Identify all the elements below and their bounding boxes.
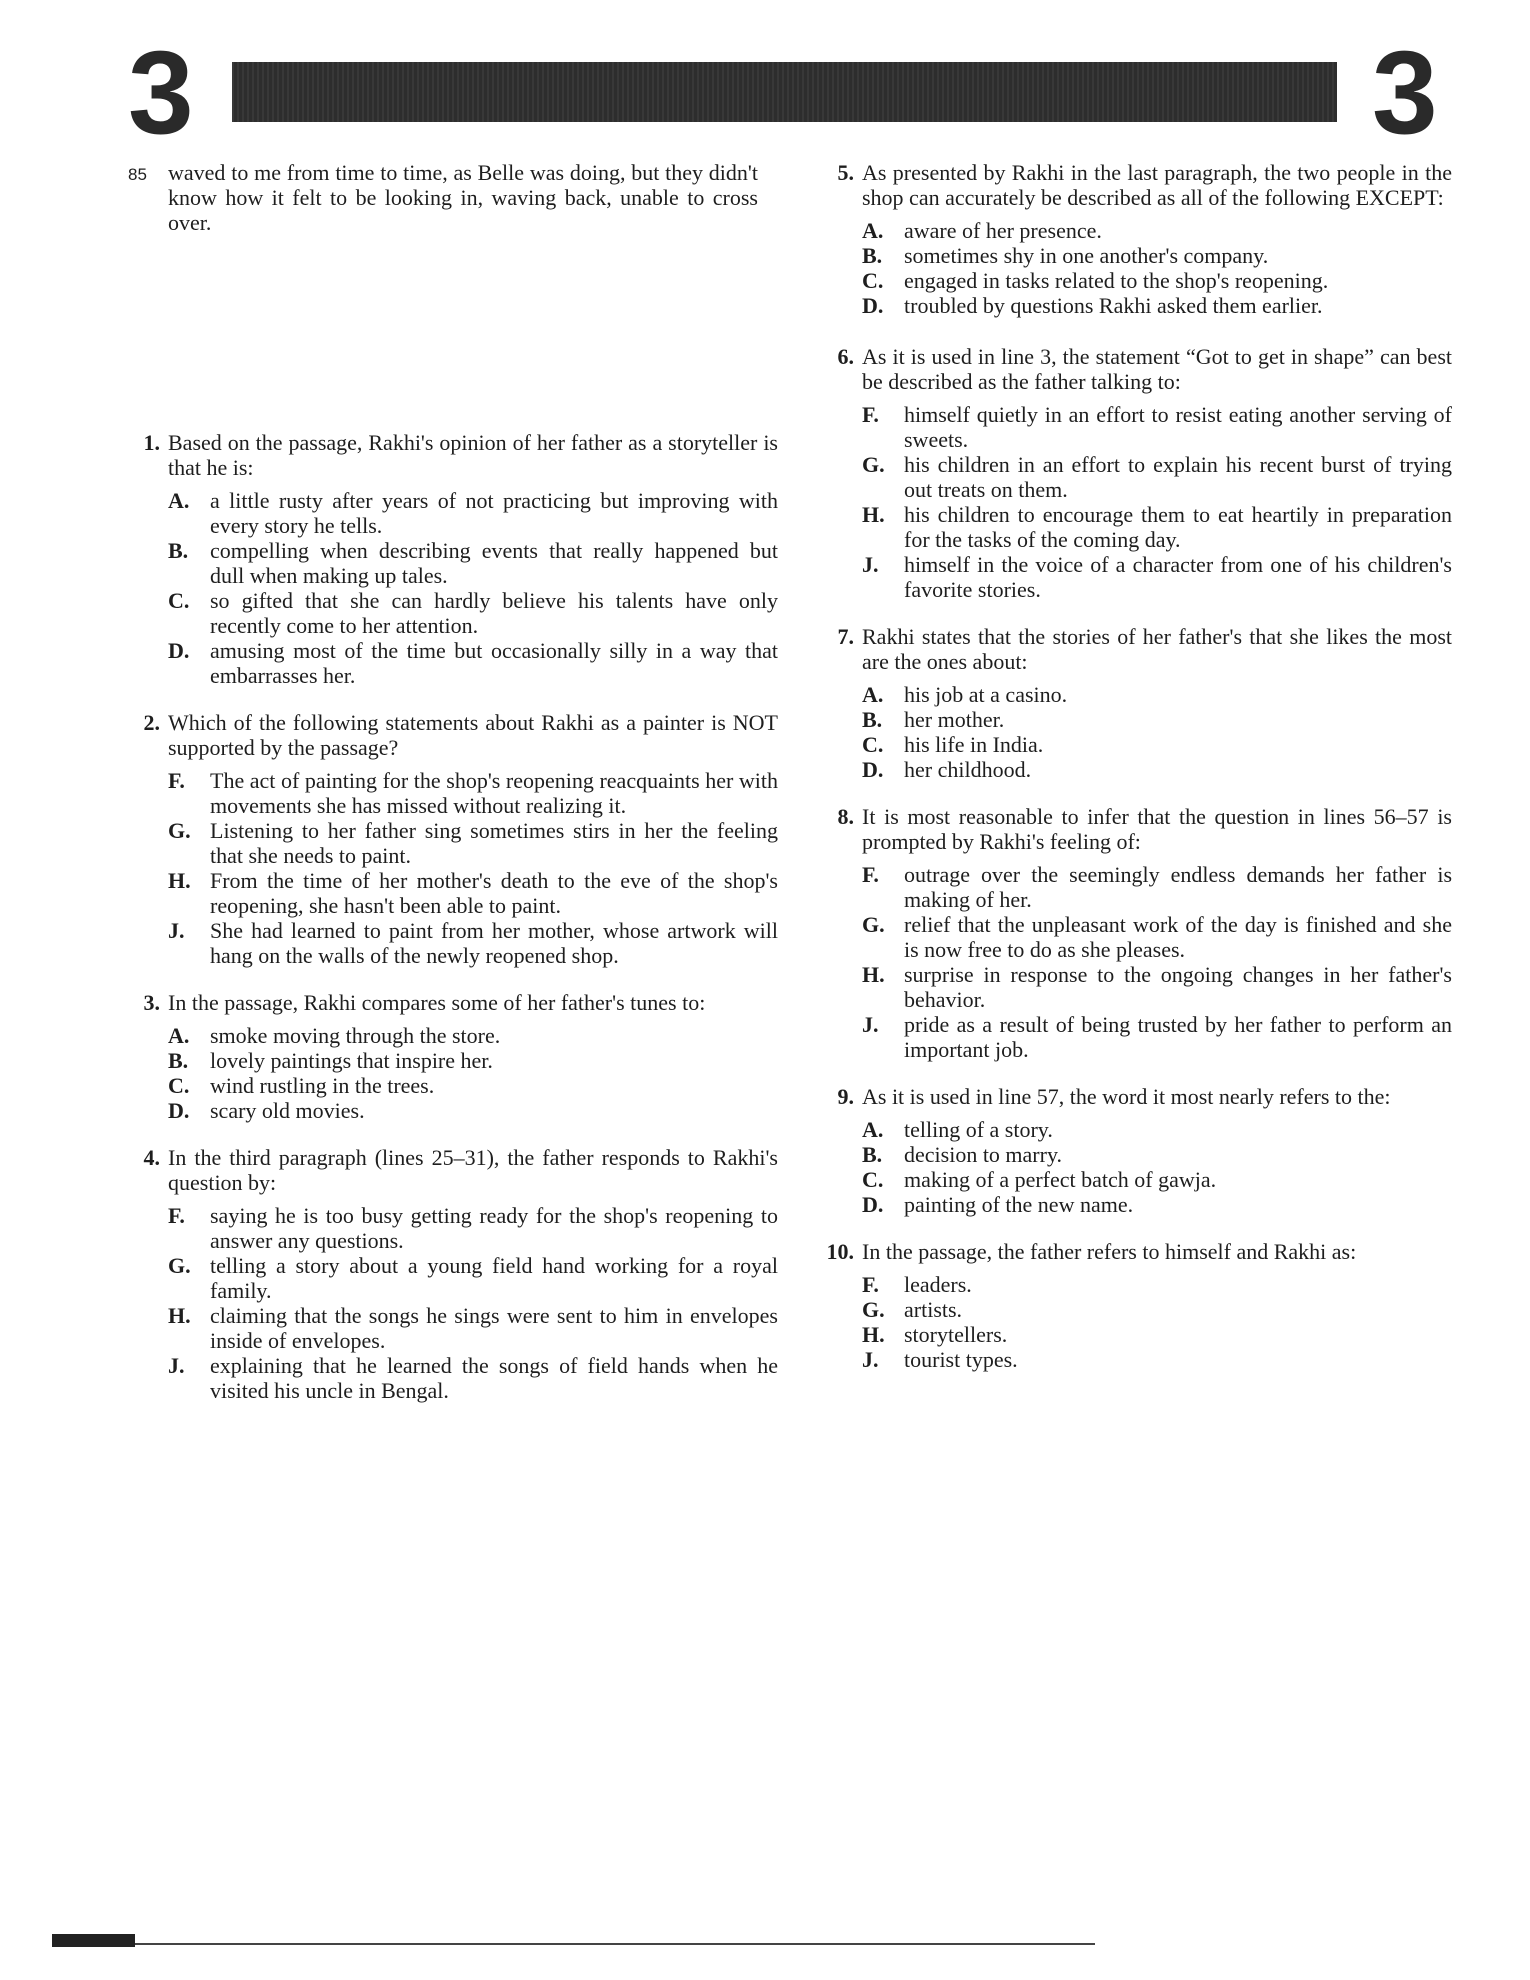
question-item bbox=[822, 624, 1452, 782]
option-text: From the time of her mother's death to the eve of the shop's reopening, she hasn't been able to paint. bbox=[210, 868, 778, 918]
answer-option bbox=[862, 757, 1452, 782]
answer-option bbox=[168, 1073, 778, 1098]
option-text: She had learned to paint from her mother, whose artwork will hang on the walls of the newly reopened shop. bbox=[210, 918, 778, 968]
question-text: Which of the following statements about Rakhi as a painter is NOT supported by the passage? bbox=[168, 710, 778, 760]
question-text: In the passage, the father refers to himself and Rakhi as: bbox=[862, 1239, 1357, 1264]
question-item bbox=[128, 430, 778, 688]
left-column bbox=[128, 160, 778, 1403]
option-letter: H. bbox=[168, 868, 191, 893]
option-text: The act of painting for the shop's reopening reacquaints her with movements she has missed without realizing it. bbox=[210, 768, 778, 818]
answer-options bbox=[128, 1023, 778, 1123]
answer-option bbox=[862, 218, 1452, 243]
option-letter: F. bbox=[168, 1203, 185, 1228]
option-text: himself in the voice of a character from one of his children's favorite stories. bbox=[904, 552, 1452, 602]
option-text: troubled by questions Rakhi asked them earlier. bbox=[904, 293, 1323, 318]
question-text: As presented by Rakhi in the last paragraph, the two people in the shop can accurately be described as all of the following EXCEPT: bbox=[862, 160, 1452, 210]
section-number-right: 3 bbox=[1372, 27, 1438, 159]
option-text: painting of the new name. bbox=[904, 1192, 1134, 1217]
option-text: his life in India. bbox=[904, 732, 1044, 757]
answer-option bbox=[168, 1203, 778, 1253]
answer-option bbox=[862, 293, 1452, 318]
option-text: amusing most of the time but occasionally silly in a way that embarrasses her. bbox=[210, 638, 778, 688]
option-letter: D. bbox=[862, 1192, 884, 1217]
option-letter: F. bbox=[862, 402, 879, 427]
question-item bbox=[822, 344, 1452, 602]
answer-option bbox=[862, 707, 1452, 732]
option-text: her childhood. bbox=[904, 757, 1032, 782]
option-text: telling of a story. bbox=[904, 1117, 1053, 1142]
answer-option bbox=[862, 268, 1452, 293]
question-number: 9. bbox=[837, 1084, 854, 1109]
option-letter: F. bbox=[862, 862, 879, 887]
answer-option bbox=[862, 862, 1452, 912]
option-text: making of a perfect batch of gawja. bbox=[904, 1167, 1217, 1192]
option-letter: F. bbox=[862, 1272, 879, 1297]
option-letter: G. bbox=[862, 452, 885, 477]
option-letter: D. bbox=[168, 638, 190, 663]
question-text: Based on the passage, Rakhi's opinion of her father as a storyteller is that he is: bbox=[168, 430, 778, 480]
right-column bbox=[822, 160, 1452, 1372]
answer-option bbox=[168, 868, 778, 918]
option-letter: J. bbox=[168, 1353, 185, 1378]
question-text: In the third paragraph (lines 25–31), the father responds to Rakhi's question by: bbox=[168, 1145, 778, 1195]
answer-options bbox=[128, 768, 778, 968]
option-letter: H. bbox=[862, 1322, 885, 1347]
option-text: relief that the unpleasant work of the day is finished and she is now free to do as she pleases. bbox=[904, 912, 1452, 962]
question-text: It is most reasonable to infer that the question in lines 56–57 is prompted by Rakhi's feeling of: bbox=[862, 804, 1452, 854]
option-letter: H. bbox=[862, 962, 885, 987]
answer-option bbox=[168, 1303, 778, 1353]
option-letter: H. bbox=[168, 1303, 191, 1328]
answer-option bbox=[168, 538, 778, 588]
option-text: surprise in response to the ongoing changes in her father's behavior. bbox=[904, 962, 1452, 1012]
option-text: decision to marry. bbox=[904, 1142, 1063, 1167]
answer-options bbox=[822, 862, 1452, 1062]
question-text: As it is used in line 57, the word it most nearly refers to the: bbox=[862, 1084, 1391, 1109]
option-text: pride as a result of being trusted by her father to perform an important job. bbox=[904, 1012, 1452, 1062]
question-item bbox=[822, 1239, 1452, 1372]
option-letter: B. bbox=[168, 538, 189, 563]
option-text: lovely paintings that inspire her. bbox=[210, 1048, 493, 1073]
option-letter: F. bbox=[168, 768, 185, 793]
question-stem bbox=[822, 804, 1452, 854]
option-text: claiming that the songs he sings were sent to him in envelopes inside of envelopes. bbox=[210, 1303, 778, 1353]
answer-options bbox=[822, 1117, 1452, 1217]
question-stem bbox=[822, 344, 1452, 394]
option-text: aware of her presence. bbox=[904, 218, 1102, 243]
answer-option bbox=[862, 1272, 1452, 1297]
answer-option bbox=[862, 1322, 1452, 1347]
footer-bar bbox=[52, 1934, 135, 1947]
option-text: artists. bbox=[904, 1297, 963, 1322]
answer-option bbox=[168, 638, 778, 688]
option-letter: A. bbox=[862, 1117, 884, 1142]
question-number: 7. bbox=[837, 624, 854, 649]
question-stem bbox=[822, 1084, 1452, 1109]
option-text: scary old movies. bbox=[210, 1098, 365, 1123]
question-stem bbox=[822, 160, 1452, 210]
question-text: As it is used in line 3, the statement “Got to get in shape” can best be described as the father talking to: bbox=[862, 344, 1452, 394]
question-number: 5. bbox=[837, 160, 854, 185]
answer-option bbox=[168, 918, 778, 968]
question-number: 4. bbox=[143, 1145, 160, 1170]
option-text: leaders. bbox=[904, 1272, 972, 1297]
option-text: storytellers. bbox=[904, 1322, 1008, 1347]
option-letter: J. bbox=[862, 1347, 879, 1372]
option-letter: B. bbox=[862, 243, 883, 268]
answer-options bbox=[822, 1272, 1452, 1372]
option-letter: J. bbox=[168, 918, 185, 943]
answer-option bbox=[862, 1347, 1452, 1372]
answer-option bbox=[862, 502, 1452, 552]
answer-options bbox=[822, 682, 1452, 782]
answer-option bbox=[862, 1192, 1452, 1217]
option-letter: G. bbox=[168, 818, 191, 843]
option-text: telling a story about a young field hand working for a royal family. bbox=[210, 1253, 778, 1303]
answer-option bbox=[168, 1098, 778, 1123]
option-letter: C. bbox=[862, 1167, 884, 1192]
option-text: wind rustling in the trees. bbox=[210, 1073, 435, 1098]
question-number: 10. bbox=[826, 1239, 854, 1264]
question-number: 8. bbox=[837, 804, 854, 829]
passage-text: waved to me from time to time, as Belle was doing, but they didn't know how it felt to be looking in, waving back, unable to cross over. bbox=[168, 160, 758, 235]
section-number-left: 3 bbox=[128, 27, 194, 159]
answer-option bbox=[168, 1048, 778, 1073]
option-letter: C. bbox=[862, 732, 884, 757]
question-item bbox=[822, 160, 1452, 318]
option-letter: G. bbox=[862, 1297, 885, 1322]
option-letter: A. bbox=[862, 682, 884, 707]
question-number: 2. bbox=[143, 710, 160, 735]
option-letter: C. bbox=[168, 1073, 190, 1098]
question-number: 1. bbox=[143, 430, 160, 455]
option-letter: C. bbox=[168, 588, 190, 613]
option-letter: J. bbox=[862, 552, 879, 577]
option-text: Listening to her father sing sometimes stirs in her the feeling that she needs to paint. bbox=[210, 818, 778, 868]
question-item bbox=[822, 1084, 1452, 1217]
answer-option bbox=[862, 682, 1452, 707]
answer-option bbox=[168, 1353, 778, 1403]
option-letter: A. bbox=[168, 488, 190, 513]
option-letter: D. bbox=[168, 1098, 190, 1123]
option-letter: D. bbox=[862, 293, 884, 318]
answer-option bbox=[168, 1023, 778, 1048]
answer-option bbox=[862, 243, 1452, 268]
question-stem bbox=[128, 1145, 778, 1195]
option-letter: H. bbox=[862, 502, 885, 527]
option-letter: B. bbox=[862, 1142, 883, 1167]
question-stem bbox=[822, 624, 1452, 674]
answer-option bbox=[168, 1253, 778, 1303]
option-letter: D. bbox=[862, 757, 884, 782]
option-text: outrage over the seemingly endless demands her father is making of her. bbox=[904, 862, 1452, 912]
question-item bbox=[128, 990, 778, 1123]
option-text: his job at a casino. bbox=[904, 682, 1068, 707]
question-stem bbox=[128, 710, 778, 760]
question-stem bbox=[128, 990, 778, 1015]
answer-option bbox=[862, 1117, 1452, 1142]
option-text: a little rusty after years of not practicing but improving with every story he tells. bbox=[210, 488, 778, 538]
answer-option bbox=[168, 588, 778, 638]
option-text: his children in an effort to explain his recent burst of trying out treats on them. bbox=[904, 452, 1452, 502]
answer-option bbox=[862, 962, 1452, 1012]
question-item bbox=[822, 804, 1452, 1062]
answer-option bbox=[862, 912, 1452, 962]
answer-options bbox=[822, 402, 1452, 602]
option-letter: C. bbox=[862, 268, 884, 293]
option-text: explaining that he learned the songs of field hands when he visited his uncle in Bengal. bbox=[210, 1353, 778, 1403]
question-number: 3. bbox=[143, 990, 160, 1015]
option-letter: B. bbox=[168, 1048, 189, 1073]
answer-option bbox=[168, 818, 778, 868]
footer-rule bbox=[135, 1943, 1095, 1945]
answer-option bbox=[862, 552, 1452, 602]
passage-continuation bbox=[128, 160, 758, 235]
answer-option bbox=[862, 452, 1452, 502]
answer-option bbox=[862, 1012, 1452, 1062]
option-text: so gifted that she can hardly believe his talents have only recently come to her attention. bbox=[210, 588, 778, 638]
question-number: 6. bbox=[837, 344, 854, 369]
option-letter: A. bbox=[168, 1023, 190, 1048]
answer-option bbox=[862, 1167, 1452, 1192]
answer-option bbox=[862, 732, 1452, 757]
option-letter: B. bbox=[862, 707, 883, 732]
answer-options bbox=[128, 1203, 778, 1403]
option-text: compelling when describing events that really happened but dull when making up tales. bbox=[210, 538, 778, 588]
question-stem bbox=[128, 430, 778, 480]
answer-option bbox=[862, 402, 1452, 452]
question-list bbox=[128, 430, 778, 1403]
option-letter: G. bbox=[168, 1253, 191, 1278]
question-text: Rakhi states that the stories of her father's that she likes the most are the ones about: bbox=[862, 624, 1452, 674]
option-text: his children to encourage them to eat heartily in preparation for the tasks of the coming day. bbox=[904, 502, 1452, 552]
section-banner bbox=[232, 62, 1337, 122]
answer-option bbox=[168, 768, 778, 818]
question-text: In the passage, Rakhi compares some of her father's tunes to: bbox=[168, 990, 706, 1015]
option-letter: A. bbox=[862, 218, 884, 243]
answer-option bbox=[168, 488, 778, 538]
option-text: sometimes shy in one another's company. bbox=[904, 243, 1269, 268]
answer-options bbox=[128, 488, 778, 688]
question-stem bbox=[822, 1239, 1452, 1264]
option-text: smoke moving through the store. bbox=[210, 1023, 501, 1048]
option-text: saying he is too busy getting ready for the shop's reopening to answer any questions. bbox=[210, 1203, 778, 1253]
option-text: engaged in tasks related to the shop's reopening. bbox=[904, 268, 1329, 293]
option-text: her mother. bbox=[904, 707, 1005, 732]
question-item bbox=[128, 1145, 778, 1403]
line-number: 85 bbox=[128, 165, 147, 184]
option-text: himself quietly in an effort to resist eating another serving of sweets. bbox=[904, 402, 1452, 452]
question-item bbox=[128, 710, 778, 968]
option-letter: J. bbox=[862, 1012, 879, 1037]
answer-option bbox=[862, 1297, 1452, 1322]
option-text: tourist types. bbox=[904, 1347, 1018, 1372]
question-list bbox=[822, 160, 1452, 1372]
answer-options bbox=[822, 218, 1452, 318]
answer-option bbox=[862, 1142, 1452, 1167]
option-letter: G. bbox=[862, 912, 885, 937]
